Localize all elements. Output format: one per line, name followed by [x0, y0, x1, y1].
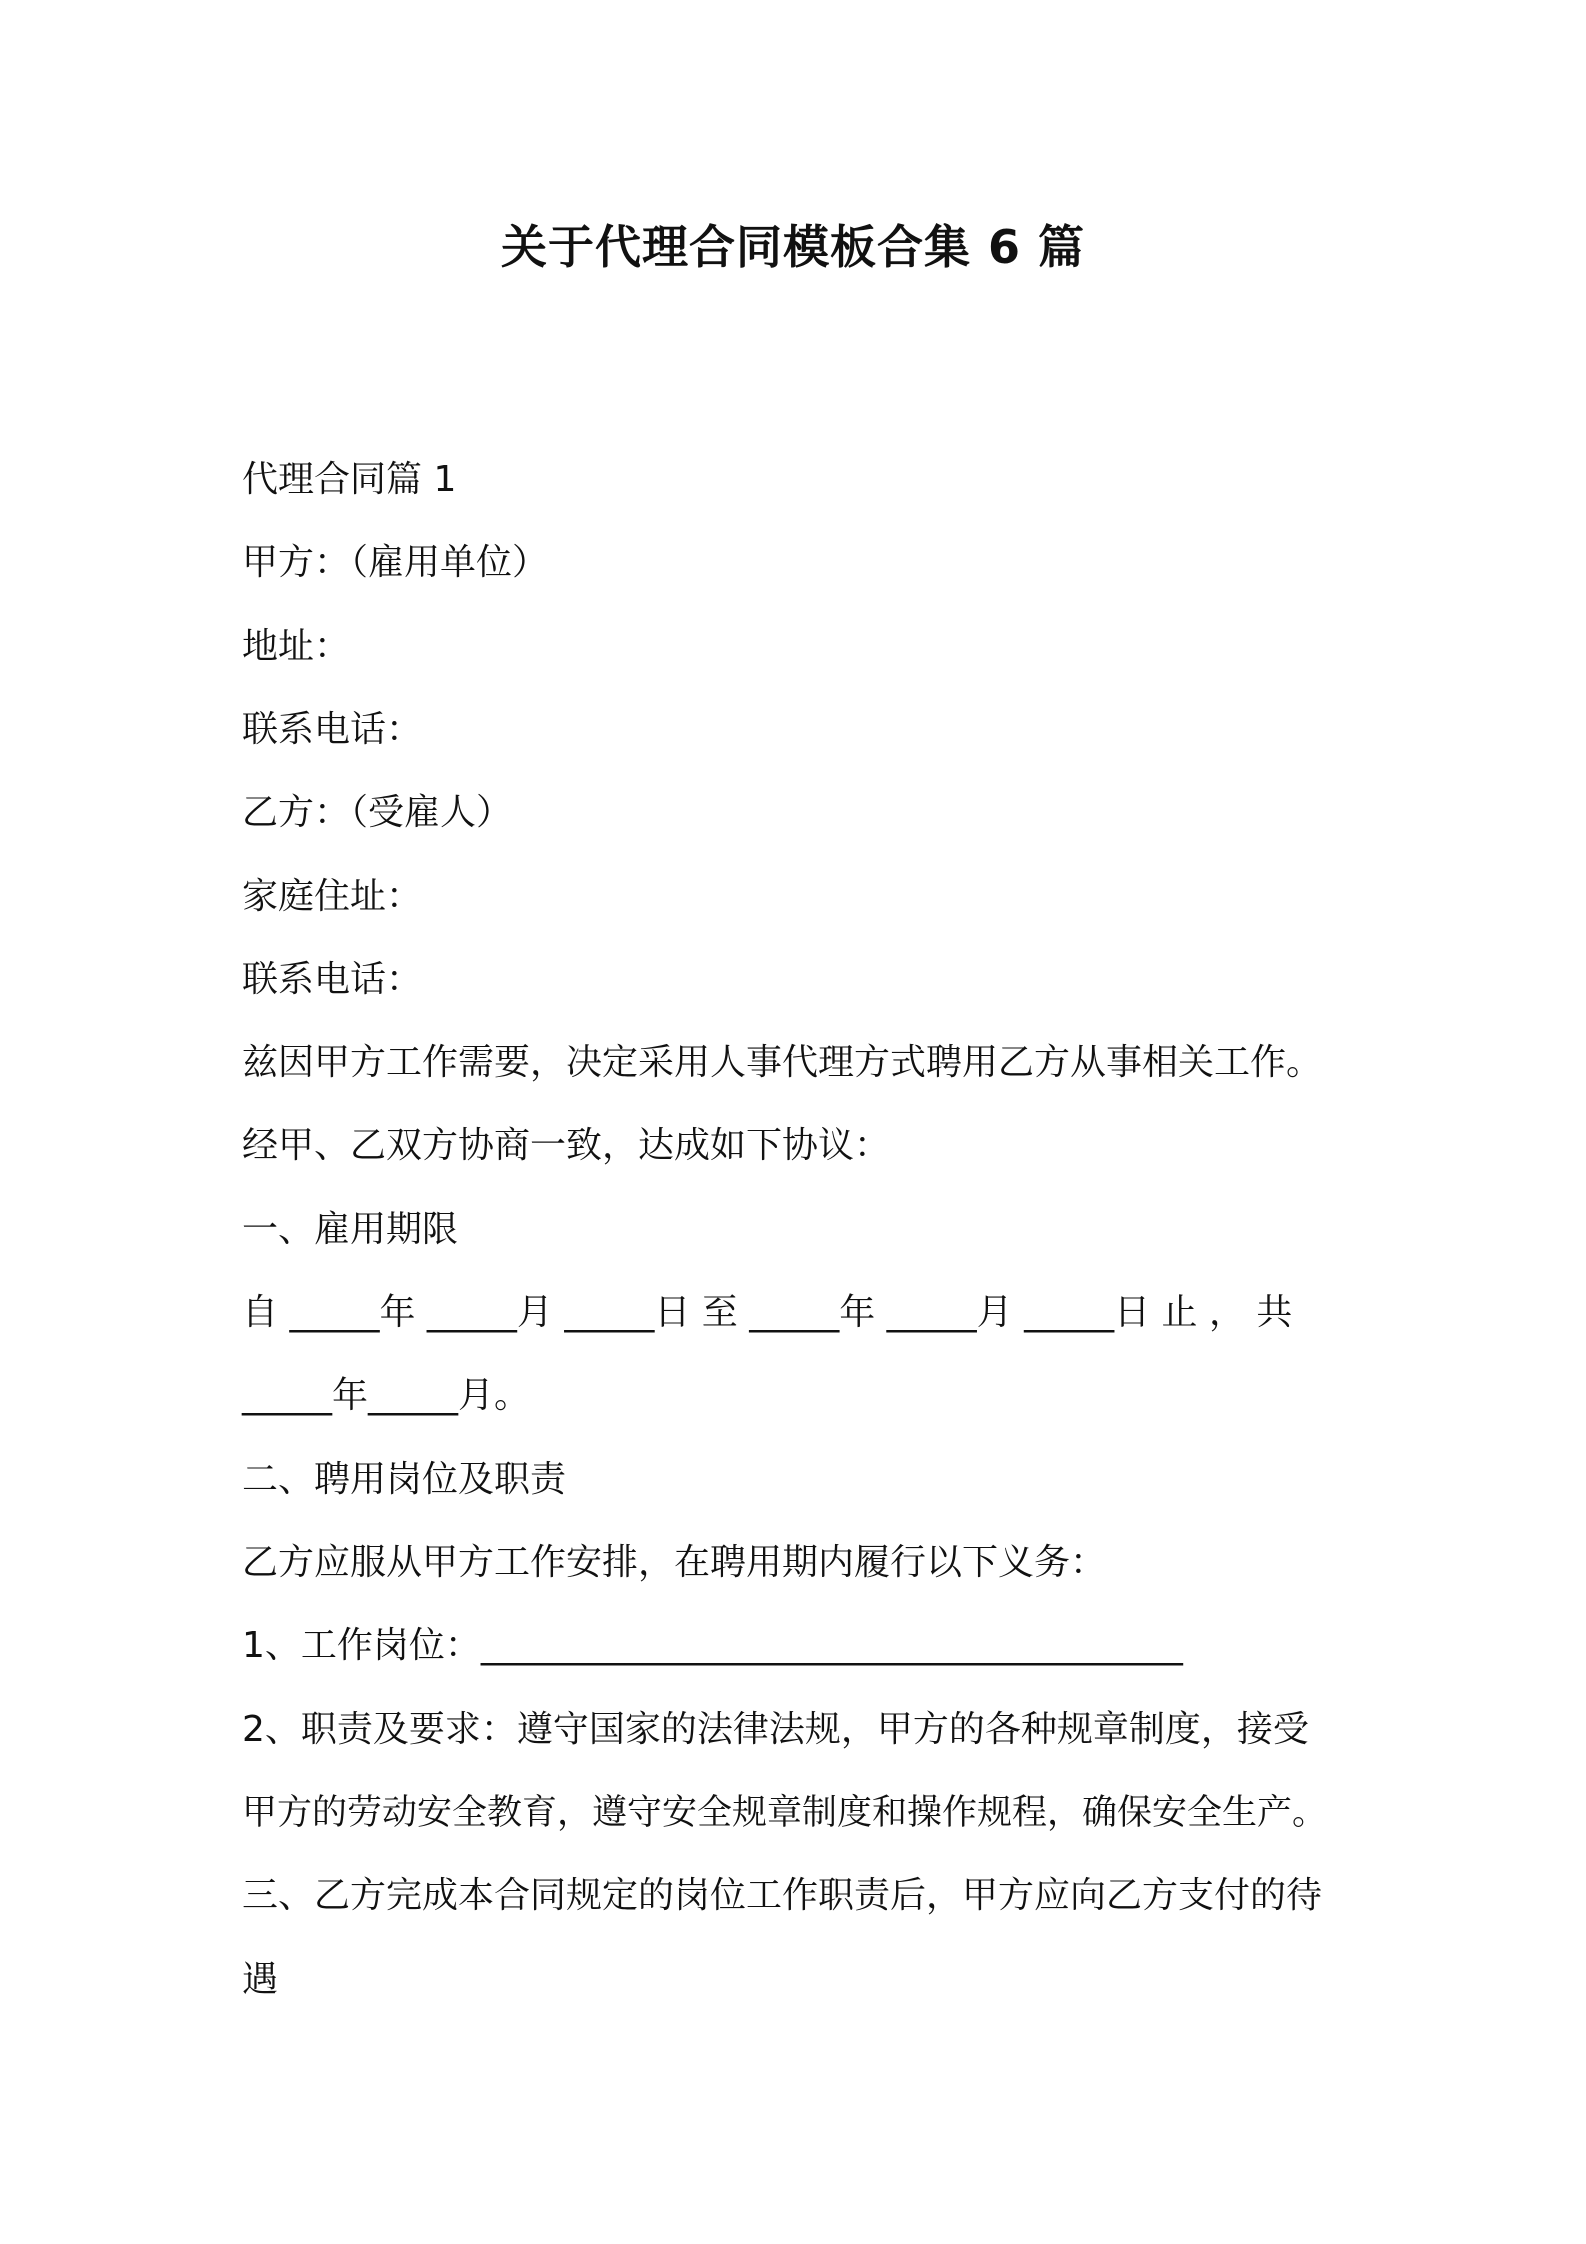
employment-duration-line: _____年_____月。 — [242, 1375, 531, 1416]
employment-period-line: 自 _____年 _____月 _____日 至 _____年 _____月 _____日 止 ， 共 — [242, 1292, 1293, 1333]
clause-1-heading: 一、雇用期限 — [242, 1209, 459, 1250]
party-b-line: 乙方：（受雇人） — [242, 792, 513, 833]
preamble-line: 兹因甲方工作需要，决定采用人事代理方式聘用乙方从事相关工作。 — [242, 1042, 1323, 1083]
party-a-phone-line: 联系电话： — [242, 709, 423, 750]
job-position-line: 1、工作岗位：_______________________________________ — [242, 1625, 1183, 1666]
agreement-intro-line: 经甲、乙双方协商一致，达成如下协议： — [242, 1125, 891, 1166]
obligations-intro-line: 乙方应服从甲方工作安排，在聘用期内履行以下义务： — [242, 1542, 1107, 1583]
clause-3-line-1: 三、乙方完成本合同规定的岗位工作职责后，甲方应向乙方支付的待 — [242, 1875, 1323, 1916]
party-a-line: 甲方：（雇用单位） — [242, 542, 549, 583]
clause-3-line-2: 遇 — [242, 1959, 279, 2000]
clause-2-heading: 二、聘用岗位及职责 — [242, 1459, 567, 1500]
section-heading-contract-1: 代理合同篇 1 — [242, 459, 457, 500]
document-title: 关于代理合同模板合集 6 篇 — [500, 220, 1086, 274]
duties-line-1: 2、职责及要求：遵守国家的法律法规，甲方的各种规章制度，接受 — [242, 1709, 1309, 1750]
home-address-line: 家庭住址： — [242, 876, 423, 917]
duties-line-2: 甲方的劳动安全教育，遵守安全规章制度和操作规程，确保安全生产。 — [242, 1793, 1328, 1833]
address-line: 地址： — [242, 626, 351, 667]
party-b-phone-line: 联系电话： — [242, 959, 423, 1000]
